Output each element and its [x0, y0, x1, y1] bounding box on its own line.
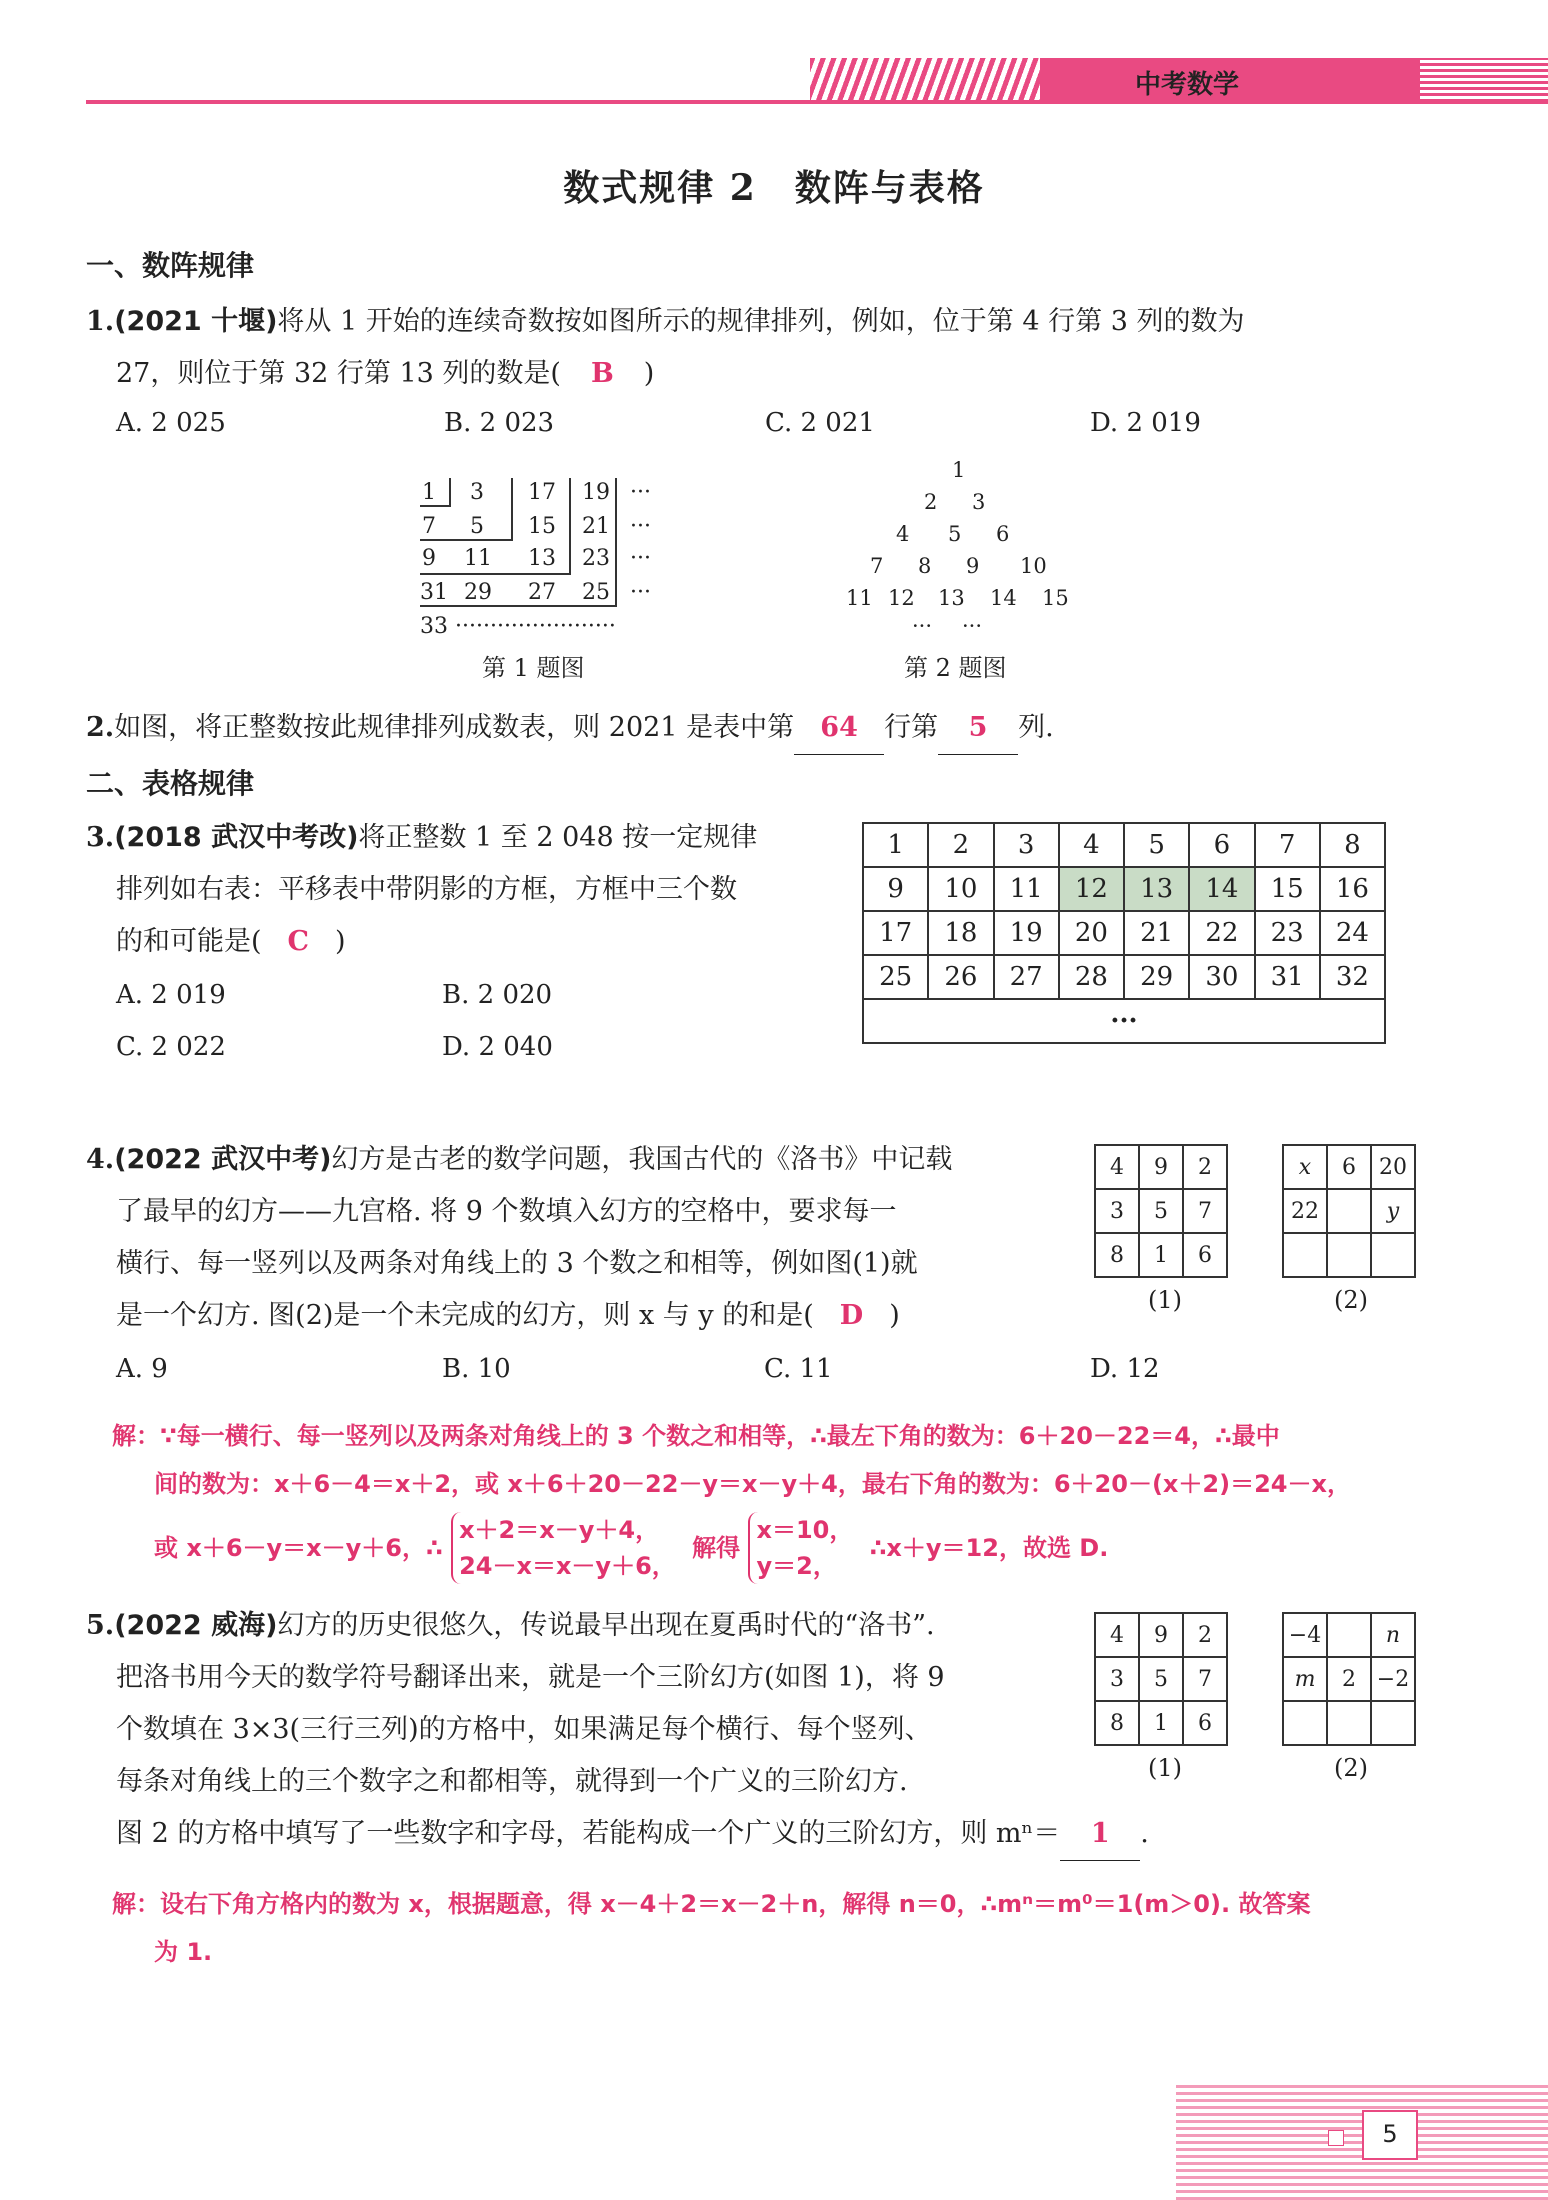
grid-cell	[1327, 1233, 1371, 1277]
q1-option-a: A. 2 025	[116, 408, 226, 438]
q1-close: )	[643, 358, 655, 389]
table-cell: 6	[1189, 823, 1254, 867]
table-cell: 10	[928, 867, 993, 911]
magic-square-4	[1282, 1612, 1416, 1746]
q5-answer: 1	[1060, 1808, 1140, 1861]
table-cell: 5	[1124, 823, 1189, 867]
q4-option-a: A. 9	[116, 1354, 168, 1384]
q1-text-b: 27，则位于第 32 行第 13 列的数是(	[116, 358, 561, 389]
magic-square-2	[1282, 1144, 1416, 1278]
equation-system-2	[748, 1512, 853, 1584]
question-1	[86, 296, 1466, 400]
table-cell: 3	[994, 823, 1059, 867]
section-heading-2: 二、表格规律	[86, 767, 255, 800]
header-label: 中考数学	[1135, 70, 1240, 100]
magic-square-4-caption: (2)	[1334, 1754, 1368, 1782]
fig2-cell: 4	[896, 522, 910, 546]
grid-cell: 4	[1095, 1145, 1139, 1189]
grid-cell	[1327, 1189, 1371, 1233]
grid-cell: 7	[1183, 1657, 1227, 1701]
fig1-cell: ···	[630, 480, 651, 505]
section-heading-1: 一、数阵规律	[86, 249, 255, 282]
table-cell: 27	[994, 955, 1059, 999]
q4-line-3: 横行、每一竖列以及两条对角线上的 3 个数之和相等，例如图(1)就	[116, 1248, 918, 1279]
q1-text-a: 将从 1 开始的连续奇数按如图所示的规律排列，例如，位于第 4 行第 3 列的数为	[277, 306, 1245, 337]
magic-square-2-caption: (2)	[1334, 1286, 1368, 1314]
q2-number: 2.	[86, 712, 115, 743]
table-cell: 16	[1320, 867, 1385, 911]
fig2-cell: 9	[966, 554, 980, 578]
q2-text-c: 列.	[1018, 712, 1054, 743]
fig2-cell: ···	[912, 614, 933, 638]
q4-close: )	[889, 1300, 900, 1331]
grid-cell: 9	[1139, 1613, 1183, 1657]
table-cell: 11	[994, 867, 1059, 911]
grid-cell: m	[1283, 1657, 1327, 1701]
table-cell: 30	[1189, 955, 1254, 999]
q4-answer: D	[839, 1300, 864, 1331]
fig2-cell: 13	[938, 586, 965, 610]
table-cell: 26	[928, 955, 993, 999]
question-5	[86, 1600, 1446, 1861]
q4-line-4: 是一个幻方. 图(2)是一个未完成的幻方，则 x 与 y 的和是(	[116, 1300, 814, 1331]
table-cell: 32	[1320, 955, 1385, 999]
fig1-cell: 5	[470, 514, 484, 539]
question-2	[86, 702, 1054, 755]
table-more-row: ···	[863, 999, 1385, 1043]
page-marker-square	[1328, 2130, 1344, 2146]
fig2-cell: 5	[948, 522, 962, 546]
fig1-cell: ···	[630, 580, 651, 605]
figure-2	[840, 458, 1080, 638]
grid-cell: 5	[1139, 1657, 1183, 1701]
fig2-cell: 6	[996, 522, 1010, 546]
q1-number: 1.	[86, 306, 115, 337]
grid-cell: −2	[1371, 1657, 1415, 1701]
fig2-cell: 1	[952, 458, 966, 482]
q3-line-1: 将正整数 1 至 2 048 按一定规律	[358, 822, 758, 853]
magic-square-3-caption: (1)	[1148, 1754, 1182, 1782]
q4-number: 4.	[86, 1144, 115, 1175]
grid-cell	[1371, 1701, 1415, 1745]
q5-source: (2022 威海)	[114, 1610, 278, 1641]
table-cell: 15	[1255, 867, 1320, 911]
grid-cell: 22	[1283, 1189, 1327, 1233]
fig1-cell: 23	[582, 546, 610, 571]
grid-cell	[1283, 1701, 1327, 1745]
table-cell: 8	[1320, 823, 1385, 867]
fig2-cell: 7	[870, 554, 884, 578]
fig1-cell: 1	[422, 480, 436, 505]
grid-cell	[1327, 1701, 1371, 1745]
grid-cell: x	[1283, 1145, 1327, 1189]
q2-answer-2: 5	[938, 702, 1018, 755]
fig1-cell: 29	[464, 580, 492, 605]
q2-text-b: 行第	[884, 712, 939, 743]
grid-cell: 7	[1183, 1189, 1227, 1233]
q3-option-d: D. 2 040	[442, 1032, 553, 1062]
table-cell: 28	[1059, 955, 1124, 999]
q5-line-1: 幻方的历史很悠久，传说最早出现在夏禹时代的“洛书”.	[277, 1610, 935, 1641]
grid-cell: 2	[1327, 1657, 1371, 1701]
fig1-cell: 7	[422, 514, 436, 539]
magic-square-1	[1094, 1144, 1228, 1278]
grid-cell: 5	[1139, 1189, 1183, 1233]
fig1-cell: 3	[470, 480, 484, 505]
fig1-cell: ···	[630, 546, 651, 571]
q5-solution-line-2: 为 1.	[154, 1938, 213, 1966]
q5-line-5: 图 2 的方格中填写了一些数字和字母，若能构成一个广义的三阶幻方，则 mⁿ＝	[116, 1818, 1061, 1849]
table-cell: 18	[928, 911, 993, 955]
grid-cell: 4	[1095, 1613, 1139, 1657]
table-cell: 1	[863, 823, 928, 867]
shaded-cell: 12	[1059, 867, 1124, 911]
grid-cell: y	[1371, 1189, 1415, 1233]
table-cell: 21	[1124, 911, 1189, 955]
fig2-cell: 3	[972, 490, 986, 514]
q5-solution-line-1: 解：设右下角方格内的数为 x，根据题意，得 x－4＋2＝x－2＋n，解得 n＝0，∴mⁿ＝m⁰＝1(m＞0). 故答案	[112, 1890, 1311, 1918]
figure-1-caption: 第 1 题图	[482, 654, 585, 682]
shaded-cell: 13	[1124, 867, 1189, 911]
q5-number: 5.	[86, 1610, 115, 1641]
grid-cell: 6	[1327, 1145, 1371, 1189]
grid-cell: 2	[1183, 1145, 1227, 1189]
page-number: 5	[1362, 2110, 1418, 2160]
table-cell: 7	[1255, 823, 1320, 867]
grid-cell: 8	[1095, 1233, 1139, 1277]
q4-solution-line-2: 间的数为：x＋6－4＝x＋2，或 x＋6＋20－22－y＝x－y＋4，最右下角的数为：6＋20－(x＋2)＝24－x，	[154, 1470, 1351, 1498]
magic-square-3	[1094, 1612, 1228, 1746]
equation-system-1	[451, 1512, 676, 1584]
q3-number: 3.	[86, 822, 115, 853]
q5-solution	[112, 1880, 1432, 1976]
page-title: 数式规律 2 数阵与表格	[563, 167, 985, 209]
figure-1	[418, 478, 668, 648]
table-cell: 2	[928, 823, 993, 867]
fig2-cell: 11	[846, 586, 873, 610]
table-cell: 17	[863, 911, 928, 955]
fig1-cell: 13	[528, 546, 556, 571]
system-1-eq-1: x＋2＝x－y＋4，	[459, 1516, 660, 1544]
grid-cell: 1	[1139, 1701, 1183, 1745]
grid-cell	[1283, 1233, 1327, 1277]
table-cell: 31	[1255, 955, 1320, 999]
table-cell: 23	[1255, 911, 1320, 955]
grid-cell: 9	[1139, 1145, 1183, 1189]
q1-option-c: C. 2 021	[765, 408, 875, 438]
question-3	[86, 812, 846, 968]
q4-line-2: 了最早的幻方——九宫格. 将 9 个数填入幻方的空格中，要求每一	[116, 1196, 897, 1227]
grid-cell: 8	[1095, 1701, 1139, 1745]
system-2-eq-2: y＝2，	[756, 1552, 837, 1580]
grid-cell: 3	[1095, 1189, 1139, 1233]
fig2-cell: 2	[924, 490, 938, 514]
fig2-cell: ···	[962, 614, 983, 638]
shaded-cell: 14	[1189, 867, 1254, 911]
table-cell: 19	[994, 911, 1059, 955]
grid-cell: 6	[1183, 1701, 1227, 1745]
fig2-cell: 15	[1042, 586, 1069, 610]
fig1-cell: 21	[582, 514, 610, 539]
magic-square-1-caption: (1)	[1148, 1286, 1182, 1314]
q4-option-d: D. 12	[1090, 1354, 1160, 1384]
fig1-cell: 31	[420, 580, 448, 605]
q3-close: )	[335, 926, 346, 957]
table-cell: 22	[1189, 911, 1254, 955]
grid-cell: 2	[1183, 1613, 1227, 1657]
fig2-cell: 12	[888, 586, 915, 610]
q4-solution-line-3c: ∴x＋y＝12，故选 D.	[869, 1534, 1109, 1562]
q3-line-3: 的和可能是(	[116, 926, 262, 957]
number-table	[862, 822, 1386, 1044]
system-2-eq-1: x＝10，	[756, 1516, 854, 1544]
grid-cell: 6	[1183, 1233, 1227, 1277]
grid-cell: n	[1371, 1613, 1415, 1657]
grid-cell: −4	[1283, 1613, 1327, 1657]
q3-line-2: 排列如右表：平移表中带阴影的方框，方框中三个数	[116, 874, 737, 905]
q2-text-a: 如图，将正整数按此规律排列成数表，则 2021 是表中第	[114, 712, 795, 743]
fig1-cell: 25	[582, 580, 610, 605]
fig1-cell: 17	[528, 480, 556, 505]
grid-cell	[1327, 1613, 1371, 1657]
figure-2-caption: 第 2 题图	[904, 654, 1007, 682]
q5-end: .	[1140, 1818, 1149, 1849]
fig1-cell: 9	[422, 546, 436, 571]
q3-source: (2018 武汉中考改)	[114, 822, 359, 853]
grid-cell: 1	[1139, 1233, 1183, 1277]
fig1-cell: ···	[630, 514, 651, 539]
q4-solution-line-3b: 解得	[692, 1534, 741, 1562]
header-stripes	[810, 58, 1040, 102]
q4-solution-line-3a: 或 x＋6－y＝x－y＋6，∴	[154, 1534, 443, 1562]
q1-option-b: B. 2 023	[444, 408, 555, 438]
header-line	[86, 100, 1548, 104]
q5-line-2: 把洛书用今天的数学符号翻译出来，就是一个三阶幻方(如图 1)，将 9	[116, 1662, 945, 1693]
header-right-stripes	[1420, 58, 1548, 102]
q3-answer: C	[287, 926, 310, 957]
q4-solution	[112, 1412, 1432, 1584]
table-cell: 4	[1059, 823, 1124, 867]
q1-answer: B	[590, 358, 614, 389]
fig1-cell: 15	[528, 514, 556, 539]
q2-answer-1: 64	[794, 702, 884, 755]
table-cell: 9	[863, 867, 928, 911]
q3-option-a: A. 2 019	[116, 980, 226, 1010]
q1-source: (2021 十堰)	[114, 306, 278, 337]
q4-option-c: C. 11	[764, 1354, 833, 1384]
system-1-eq-2: 24－x＝x－y＋6，	[459, 1552, 676, 1580]
q1-option-d: D. 2 019	[1090, 408, 1201, 438]
fig2-cell: 10	[1020, 554, 1047, 578]
fig1-cell: 27	[528, 580, 556, 605]
grid-cell	[1371, 1233, 1415, 1277]
fig1-last-row: 33 ·······················	[420, 614, 616, 639]
q3-option-b: B. 2 020	[442, 980, 553, 1010]
grid-cell: 20	[1371, 1145, 1415, 1189]
table-cell: 25	[863, 955, 928, 999]
q5-line-3: 个数填在 3×3(三行三列)的方格中，如果满足每个横行、每个竖列、	[116, 1714, 932, 1745]
table-cell: 29	[1124, 955, 1189, 999]
grid-cell: 3	[1095, 1657, 1139, 1701]
fig2-cell: 8	[918, 554, 932, 578]
fig1-cell: 11	[464, 546, 492, 571]
question-4	[86, 1134, 1066, 1342]
q5-line-4: 每条对角线上的三个数字之和都相等，就得到一个广义的三阶幻方.	[116, 1766, 908, 1797]
fig1-cell: 19	[582, 480, 610, 505]
q4-source: (2022 武汉中考)	[114, 1144, 332, 1175]
table-cell: 24	[1320, 911, 1385, 955]
q3-option-c: C. 2 022	[116, 1032, 226, 1062]
q4-solution-line-1: 解：∵每一横行、每一竖列以及两条对角线上的 3 个数之和相等，∴最左下角的数为：6＋20－22＝4，∴最中	[112, 1422, 1280, 1450]
q4-option-b: B. 10	[442, 1354, 511, 1384]
fig2-cell: 14	[990, 586, 1017, 610]
q4-line-1: 幻方是古老的数学问题，我国古代的《洛书》中记载	[331, 1144, 953, 1175]
table-cell: 20	[1059, 911, 1124, 955]
